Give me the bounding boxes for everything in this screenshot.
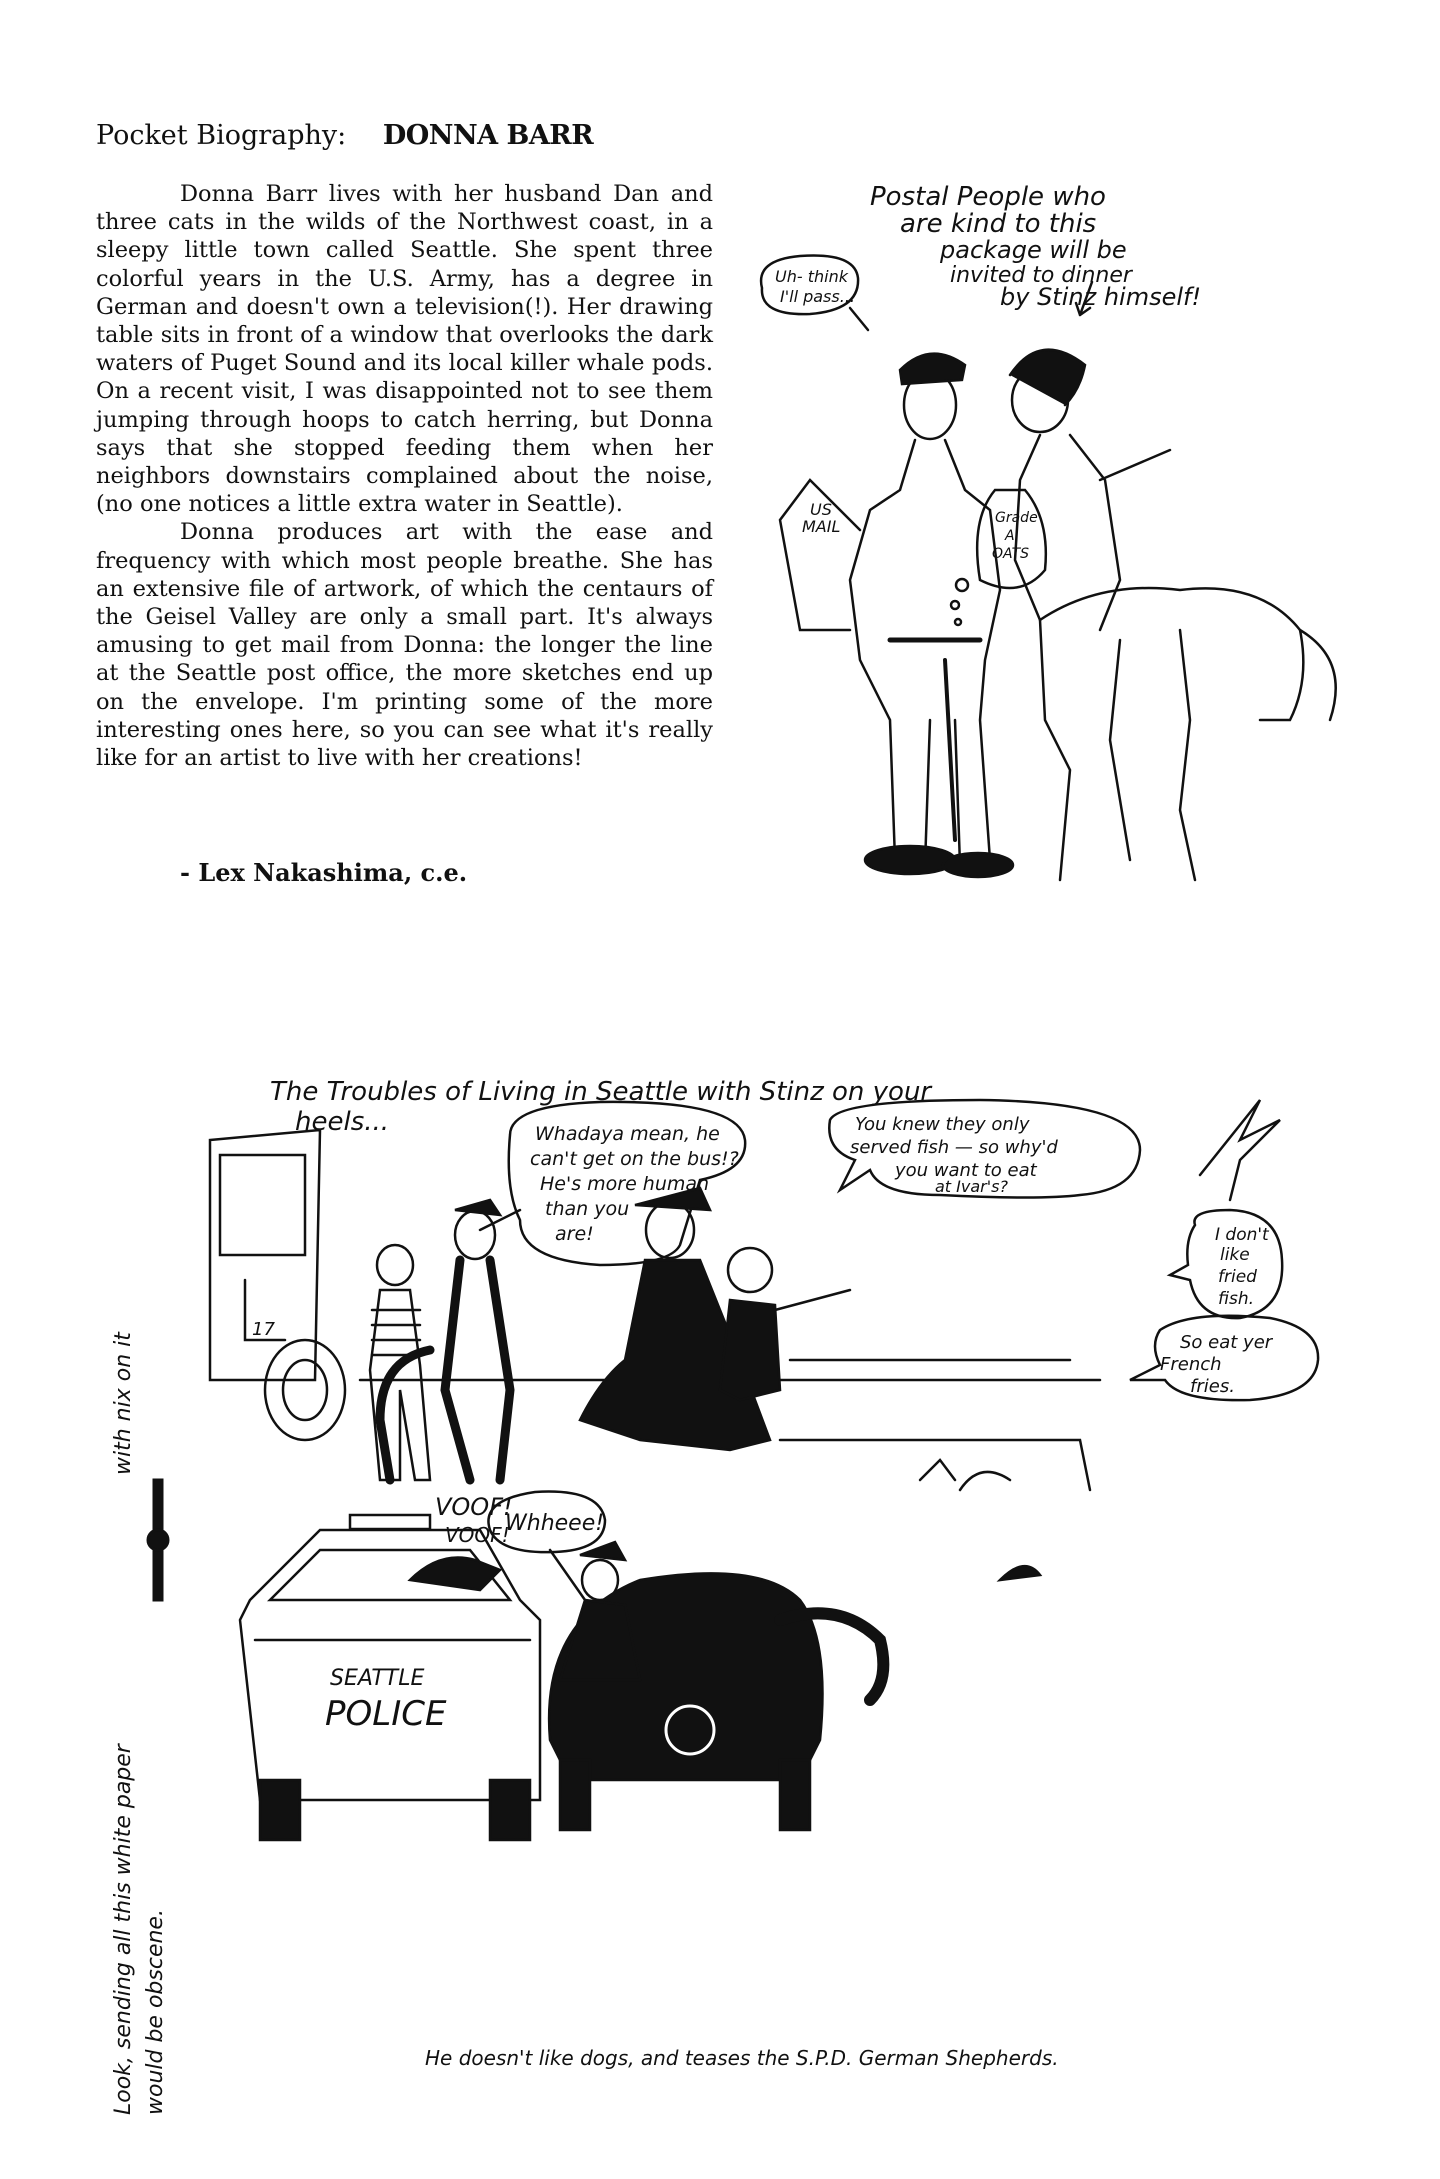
oats-line-1: Grade [995, 510, 1038, 526]
caption-line-5: by Stinz himself! [1000, 283, 1202, 311]
bark-1: VOOF! [435, 1493, 513, 1521]
side-note-line-1: Look, sending all this white paper [111, 1744, 136, 2115]
us-mail-line-1: US [810, 500, 832, 519]
bubble3-line-2: like [1220, 1245, 1250, 1265]
bubble2-line-3: you want to eat [895, 1160, 1037, 1181]
bubble2-line-2: served fish — so why'd [850, 1137, 1058, 1158]
police-line-1: SEATTLE [330, 1666, 425, 1691]
oats-line-3: OATS [992, 546, 1030, 562]
bubble1-line-2: can't get on the bus!? [530, 1148, 739, 1170]
side-note-line-3: would be obscene. [143, 1909, 168, 2115]
bubble-line-1: Uh- think [775, 267, 848, 286]
bubble1-line-1: Whadaya mean, he [535, 1123, 720, 1145]
header-label: Pocket Biography: [96, 120, 347, 151]
bubble3-line-3: fried [1218, 1267, 1257, 1287]
pen-nib-icon [148, 1480, 168, 1600]
caption-line-1: Postal People who [870, 182, 1106, 212]
bio-paragraph-2: Donna produces art with the ease and frequency with which most people breathe. She has an extensive file of artwork, of which the centaurs of the Geisel Valley are only a small part. It's always amusing to get mail from Donna: the longer the line at the Seattle post office, the more sketches end up on the envelope. I'm printing some of the more interesting ones here, so you can see what it's really like for an artist to live with her creations! [96, 519, 713, 772]
caption-line-3: package will be [940, 236, 1127, 264]
bus-number: 17 [252, 1319, 275, 1340]
bubble1-line-5: are! [555, 1223, 594, 1245]
byline: - Lex Nakashima, c.e. [180, 858, 468, 887]
bottom-caption: He doesn't like dogs, and teases the S.P.D. German Shepherds. [425, 2046, 1059, 2070]
seattle-comic [80, 1060, 1380, 2130]
side-note-line-2: with nix on it [111, 1332, 136, 1475]
us-mail-line-2: MAIL [802, 517, 841, 536]
bubble4-line-1: So eat yer [1180, 1332, 1273, 1353]
bubble3-line-4: fish. [1218, 1289, 1255, 1309]
comic-title-line-2: heels... [295, 1107, 390, 1137]
whee-text: Whheee! [505, 1511, 605, 1536]
comic-title-line-1: The Troubles of Living in Seattle with Stinz on your [270, 1077, 932, 1107]
bark-2: VOOF! [445, 1523, 510, 1547]
bubble3-line-1: I don't [1215, 1225, 1269, 1245]
police-line-2: POLICE [325, 1694, 447, 1734]
caption-line-4: invited to dinner [950, 263, 1132, 288]
bio-paragraph-1: Donna Barr lives with her husband Dan and three cats in the wilds of the Northwest coast, in a sleepy little town called Seattle. She spent three colorful years in the U.S. Army, has a degree in German and doesn't own a television(!). Her drawing table sits in front of a window that overlooks the dark waters of Puget Sound and its local killer whale pods. On a recent visit, I was disappointed not to see them jumping through hoops to catch herring, but Donna says that she stopped feeding them when her neighbors downstairs complained about the noise, (no one notices a little extra water in Seattle). [96, 181, 713, 518]
biography-text [96, 180, 713, 772]
bubble2-line-1: You knew they only [855, 1114, 1030, 1135]
caption-line-2: are kind to this [900, 209, 1097, 239]
page-header [96, 120, 593, 151]
oats-line-2: A [1005, 528, 1015, 544]
bubble4-line-3: fries. [1190, 1376, 1235, 1397]
bubble2-line-4: at Ivar's? [935, 1177, 1008, 1196]
postal-sketch [740, 160, 1380, 920]
bubble4-line-2: French [1160, 1354, 1222, 1375]
bubble1-line-3: He's more human [540, 1173, 710, 1195]
header-name: DONNA BARR [382, 120, 594, 151]
bubble-line-2: I'll pass... [780, 287, 855, 306]
bubble1-line-4: than you [545, 1198, 630, 1220]
